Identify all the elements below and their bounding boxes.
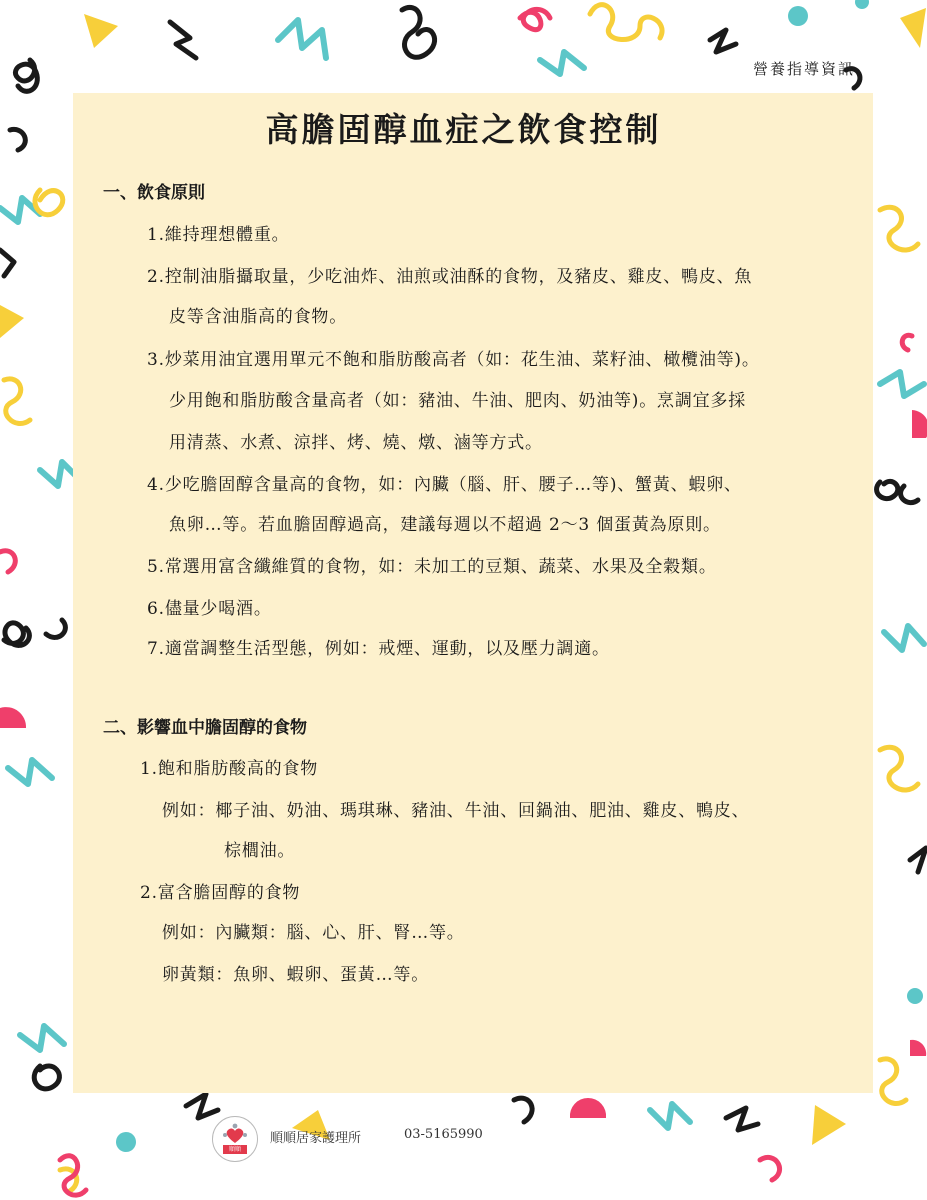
list-item-continuation: 用清蒸、水煮、涼拌、烤、燒、燉、滷等方式。 [169,433,543,453]
list-item: 5.常選用富含纖維質的食物，如：未加工的豆類、蔬菜、水果及全穀類。 [147,557,717,577]
header-tag: 營養指導資訊 [752,60,855,78]
list-item: 3.炒菜用油宜選用單元不飽和脂肪酸高者（如：花生油、菜籽油、橄欖油等)。 [147,350,760,370]
list-item-continuation: 魚卵…等。若血膽固醇過高，建議每週以不超過 2～3 個蛋黃為原則。 [169,515,721,535]
example-line: 例如：椰子油、奶油、瑪琪琳、豬油、牛油、回鍋油、肥油、雞皮、鴨皮、 [162,801,750,821]
list-item: 2.富含膽固醇的食物 [140,883,301,903]
clinic-phone: 03-5165990 [404,1127,483,1142]
list-item-continuation: 皮等含油脂高的食物。 [169,307,347,327]
list-item: 1.飽和脂肪酸高的食物 [140,759,319,779]
example-line: 例如：內臟類：腦、心、肝、腎…等。 [162,923,465,943]
list-item: 2.控制油脂攝取量，少吃油炸、油煎或油酥的食物，及豬皮、雞皮、鴨皮、魚 [147,267,753,287]
logo-label: 順順 [223,1145,247,1154]
list-item: 6.儘量少喝酒。 [147,599,272,619]
list-item: 4.少吃膽固醇含量高的食物，如：內臟（腦、肝、腰子…等)、蟹黃、蝦卵、 [147,475,742,495]
section-heading-diet-principles: 一、飲食原則 [103,183,205,203]
list-item-continuation: 少用飽和脂肪酸含量高者（如：豬油、牛油、肥肉、奶油等)。烹調宜多採 [169,391,747,411]
example-line: 卵黃類：魚卵、蝦卵、蛋黃…等。 [162,965,429,985]
example-line-continuation: 棕櫚油。 [224,841,296,861]
page-title: 高膽固醇血症之飲食控制 [265,110,662,149]
clinic-logo [212,1116,258,1162]
section-heading-cholesterol-foods: 二、影響血中膽固醇的食物 [103,718,307,738]
heart-icon [213,1117,257,1161]
list-item: 7.適當調整生活型態，例如：戒煙、運動，以及壓力調適。 [147,639,610,659]
clinic-name: 順順居家護理所 [270,1131,362,1146]
list-item: 1.維持理想體重。 [147,225,290,245]
